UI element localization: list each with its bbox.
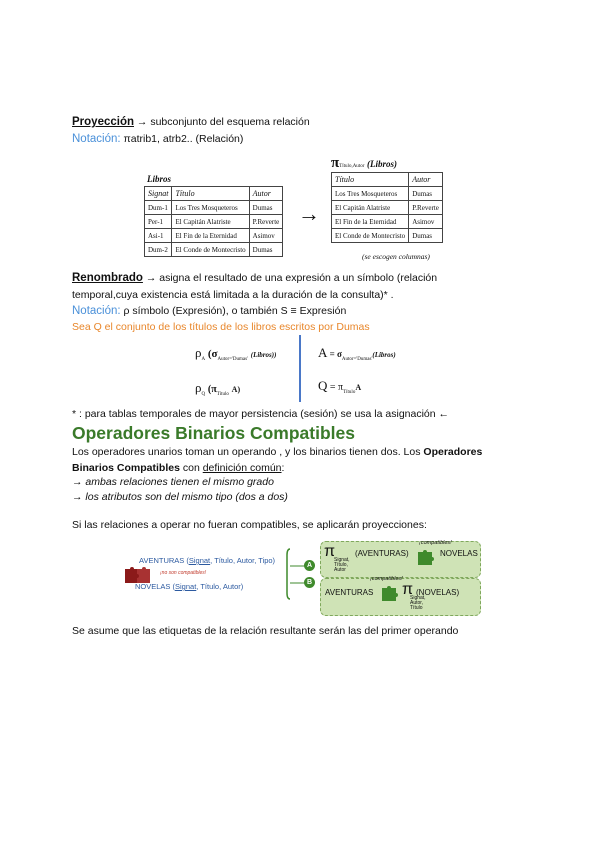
table-cell: Dumas: [409, 229, 443, 243]
rho-subscript: A: [201, 357, 206, 363]
pi-symbol: (π: [207, 384, 217, 395]
result-header: Título: [332, 173, 409, 187]
table-cell: El Capitán Alatriste: [172, 215, 249, 229]
binarios-p2-end: :: [281, 462, 285, 474]
table-cell: Asimov: [409, 215, 443, 229]
puzzle-compatible-icon: [416, 548, 436, 566]
table-cell: Dumas: [409, 187, 443, 201]
table-cell: P.Reverte: [249, 215, 283, 229]
binarios-p2-bold: Binarios Compatibles: [72, 462, 180, 474]
pi-symbol: π: [324, 543, 336, 560]
formula-assign-a: [318, 345, 396, 362]
table-cell: Dum-1: [145, 201, 172, 215]
pi-attribute: Título: [343, 390, 356, 396]
table-cell: Asi-1: [145, 229, 172, 243]
novelas-paren-label: (NOVELAS): [416, 588, 460, 597]
table-row: [332, 215, 443, 229]
pi-symbol: = π: [327, 382, 344, 393]
notacion-text: πatrib1, atrb2.. (Relación): [120, 133, 244, 145]
formula-relation: (Libros): [372, 351, 396, 359]
rel-attrs: , Título, Autor): [196, 582, 244, 591]
table-cell: El Conde de Montecristo: [332, 229, 409, 243]
table-cell: Los Tres Mosqueteros: [172, 201, 249, 215]
libros-table: [144, 186, 283, 257]
sigma-condition: Autor='Dumas': [217, 357, 248, 363]
formula-lhs: A: [318, 345, 328, 360]
binarios-p3: Si las relaciones a operar no fueran compatibles, se aplicarán proyecciones:: [72, 519, 427, 531]
libros-caption: Libros: [147, 174, 172, 184]
table-cell: Per-1: [145, 215, 172, 229]
not-compatible-label: ¡no son compatibles!: [160, 570, 207, 576]
table-cell: Dumas: [249, 201, 283, 215]
projection-relation: (Libros): [366, 159, 397, 169]
table-row: [145, 243, 283, 257]
table-cell: Asimov: [249, 229, 283, 243]
compatible-label-b: ¡compatibles!: [370, 576, 403, 582]
renombrado-title: Renombrado: [72, 272, 143, 284]
proyeccion-title: Proyección: [72, 116, 134, 128]
binarios-p2: [72, 462, 284, 474]
option-b-badge: B: [304, 577, 315, 588]
binarios-p1-bold: Operadores: [423, 446, 483, 458]
notacion-label: Notación:: [72, 133, 121, 145]
table-cell: El Fin de la Eternidad: [332, 215, 409, 229]
novelas-label: NOVELAS: [440, 549, 478, 558]
puzzle-compatible-icon: [380, 584, 400, 602]
rel-name: AVENTURAS (: [139, 556, 189, 565]
asterisk-note: * : para tablas temporales de mayor persistencia (sesión) se usa la asignación ←: [72, 408, 450, 420]
proyeccion-notacion: [72, 133, 243, 145]
rho-symbol: ρ: [195, 380, 202, 395]
compatible-label-a: ¡compatibles!: [419, 540, 452, 546]
binarios-li2: → los atributos son del mismo tipo (dos a dos): [72, 491, 288, 503]
formula-relation: A: [355, 383, 362, 392]
libros-header: Título: [172, 187, 249, 201]
table-cell: P.Reverte: [409, 201, 443, 215]
formula-rho-q: [195, 380, 240, 397]
table-row: [145, 201, 283, 215]
binarios-p1-text: Los operadores unarios toman un operando , y los binarios tienen dos. Los: [72, 446, 424, 458]
formula-divider: [299, 335, 301, 402]
formula-relation: (Libros)): [250, 351, 277, 359]
table-cell: El Capitán Alatriste: [332, 201, 409, 215]
formula-assign-q: [318, 378, 361, 395]
formula-rho-a: [195, 345, 276, 362]
binarios-p2-mid: con: [179, 462, 203, 474]
renombrado-line: [72, 272, 437, 284]
proyeccion-desc: → subconjunto del esquema relación: [134, 116, 310, 128]
pi-symbol: π: [402, 581, 414, 598]
binarios-li1: → ambas relaciones tienen el mismo grado: [72, 476, 274, 488]
rho-subscript: Q: [201, 392, 206, 398]
sigma-symbol: (σ: [207, 348, 218, 360]
renombrado-desc1: → asigna el resultado de una expresión a un símbolo (relación: [142, 272, 438, 284]
table-row: [145, 215, 283, 229]
libros-header: Signat: [145, 187, 172, 201]
libros-header: Autor: [249, 187, 283, 201]
binarios-p1: [72, 446, 482, 458]
renombrado-example: Sea Q el conjunto de los títulos de los libros escritos por Dumas: [72, 321, 370, 333]
formula-relation: A): [231, 385, 241, 394]
table-cell: Los Tres Mosqueteros: [332, 187, 409, 201]
final-note: Se asume que las etiquetas de la relación resultante serán las del primer operando: [72, 625, 459, 637]
table-cell: Dum-2: [145, 243, 172, 257]
result-note: (se escogen columnas): [362, 252, 430, 261]
proyeccion-line: [72, 116, 310, 128]
rho-symbol: ρ: [195, 345, 202, 360]
aventuras-paren-label: (AVENTURAS): [355, 549, 409, 558]
aventuras-label: AVENTURAS: [325, 588, 374, 597]
option-a-badge: A: [304, 560, 315, 571]
rel-key: Signat: [188, 556, 211, 565]
renombrado-desc2: temporal,cuya existencia está limitada a la duración de la consulta)* .: [72, 289, 394, 301]
pi-attributes-b: Signat, Autor, Título: [410, 595, 426, 611]
sigma-condition: Autor='Dumas': [341, 357, 373, 363]
pi-symbol: π: [331, 155, 340, 171]
notacion-text: ρ símbolo (Expresión), o también S ≡ Expresión: [120, 305, 347, 317]
sigma-symbol: = σ: [327, 349, 342, 359]
table-row: [145, 229, 283, 243]
rel-aventuras: [139, 556, 275, 565]
rel-attrs: , Título, Autor, Tipo): [210, 556, 276, 565]
rel-name: NOVELAS (: [135, 582, 176, 591]
rel-novelas: [135, 582, 243, 591]
option-b-box: [320, 578, 481, 616]
pi-attribute: Título: [216, 392, 229, 398]
binarios-p2-underlined: definición común: [202, 462, 282, 474]
binarios-heading: Operadores Binarios Compatibles: [72, 423, 355, 443]
result-table: [331, 172, 443, 243]
table-row: [332, 187, 443, 201]
pi-attributes-a: Signat, Título, Autor: [334, 557, 350, 573]
table-row: [332, 229, 443, 243]
pi-subscript: Título,Autor: [339, 164, 365, 169]
result-header: Autor: [409, 173, 443, 187]
notacion-label: Notación:: [72, 305, 121, 317]
rel-key: Signat: [175, 582, 197, 591]
projection-heading: [331, 155, 397, 172]
table-cell: El Fin de la Eternidad: [172, 229, 249, 243]
right-arrow-icon: →: [298, 201, 320, 226]
table-row: [332, 201, 443, 215]
renombrado-notacion: [72, 305, 346, 317]
table-cell: El Conde de Montecristo: [172, 243, 249, 257]
bracket-arrows: [286, 547, 308, 601]
formula-lhs: Q: [318, 378, 328, 393]
table-cell: Dumas: [249, 243, 283, 257]
